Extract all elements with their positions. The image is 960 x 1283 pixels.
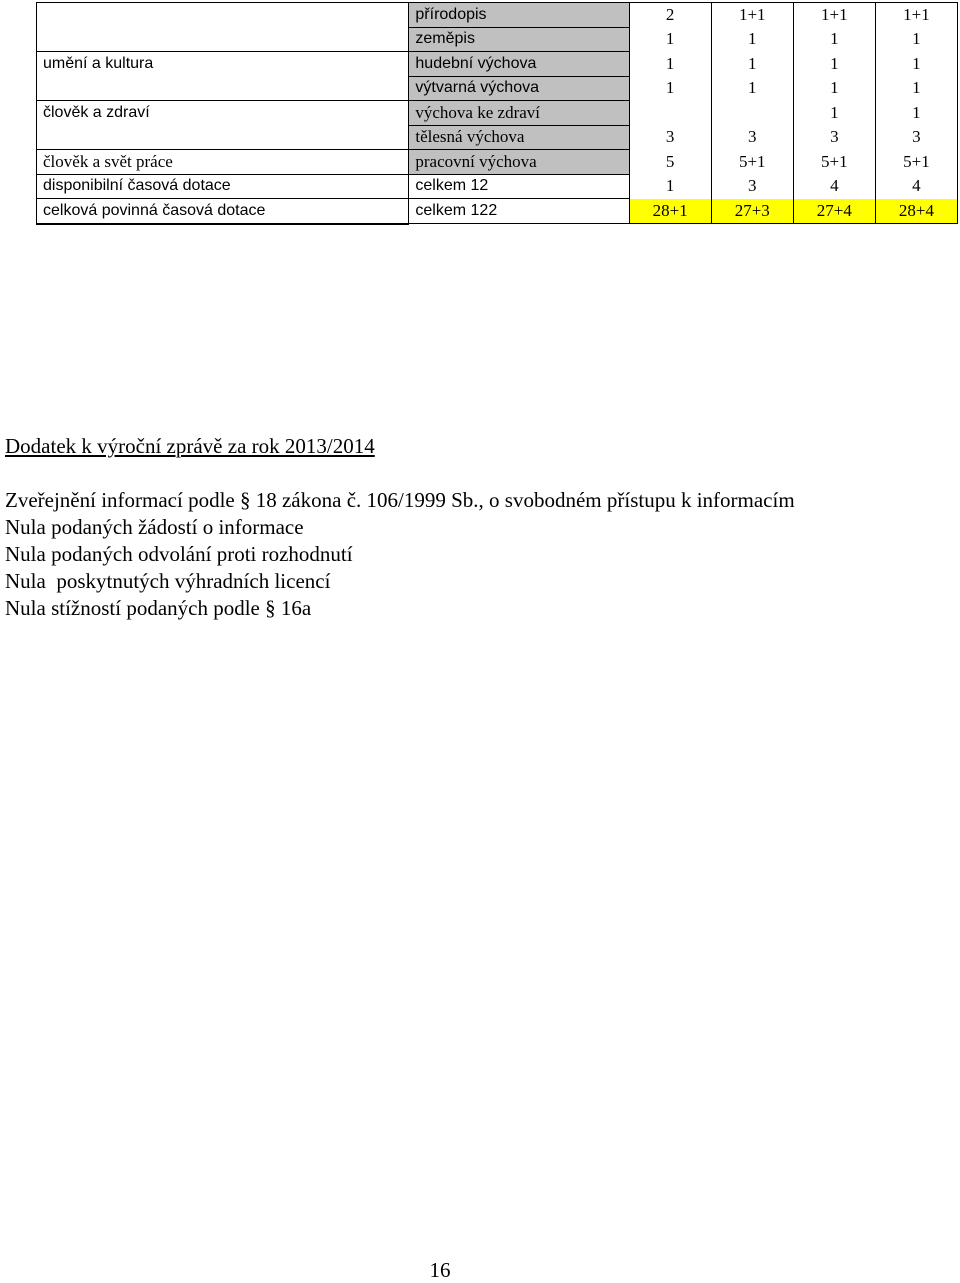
subject-cell: celkem 12 — [409, 174, 629, 199]
grade-value: 1 — [711, 52, 793, 77]
grade-value: 1+1 — [875, 3, 957, 28]
appendix-line: Nula poskytnutých výhradních licencí — [5, 569, 331, 593]
table-row — [37, 101, 958, 126]
grade-value: 1 — [629, 52, 711, 77]
area-cell — [37, 27, 409, 52]
table-row — [37, 125, 958, 150]
area-cell: člověk a svět práce — [37, 150, 409, 175]
area-cell: člověk a zdraví — [37, 101, 409, 126]
grade-value: 2 — [629, 3, 711, 28]
grade-value: 3 — [711, 174, 793, 199]
area-cell — [37, 125, 409, 150]
table-row — [37, 3, 958, 28]
appendix-line: Nula podaných odvolání proti rozhodnutí — [5, 542, 353, 566]
grade-value: 1+1 — [793, 3, 875, 28]
grade-value: 1 — [629, 27, 711, 52]
table-row — [37, 174, 958, 199]
grade-value: 1 — [793, 52, 875, 77]
appendix-line: Nula stížností podaných podle § 16a — [5, 596, 312, 620]
subject-cell: výchova ke zdraví — [409, 101, 629, 126]
subject-cell: tělesná výchova — [409, 125, 629, 150]
area-cell — [37, 76, 409, 101]
subject-cell: zeměpis — [409, 27, 629, 52]
grade-value: 1 — [793, 27, 875, 52]
grade-value: 5+1 — [793, 150, 875, 175]
table-row-total — [37, 199, 958, 224]
grade-value: 1 — [711, 76, 793, 101]
subject-cell: hudební výchova — [409, 52, 629, 77]
grade-value: 5+1 — [711, 150, 793, 175]
area-cell: disponibilní časová dotace — [37, 174, 409, 199]
table-row — [37, 52, 958, 77]
grade-value: 1 — [875, 76, 957, 101]
grade-value: 1 — [875, 101, 957, 126]
table-row — [37, 27, 958, 52]
grade-value: 1 — [875, 52, 957, 77]
area-cell: celková povinná časová dotace — [37, 199, 409, 224]
grade-value: 1 — [629, 76, 711, 101]
table-row — [37, 76, 958, 101]
appendix-line: Zveřejnění informací podle § 18 zákona č. 106/1999 Sb., o svobodném přístupu k informacím — [5, 488, 795, 512]
appendix-section — [5, 433, 795, 622]
grade-value — [711, 101, 793, 126]
total-value: 27+3 — [711, 199, 793, 224]
grade-value: 1 — [629, 174, 711, 199]
subject-cell: pracovní výchova — [409, 150, 629, 175]
grade-value: 3 — [711, 125, 793, 150]
appendix-heading: Dodatek k výroční zprávě za rok 2013/2014 — [5, 434, 375, 458]
subject-cell: celkem 122 — [409, 199, 629, 224]
grade-value: 5 — [629, 150, 711, 175]
appendix-line: Nula podaných žádostí o informace — [5, 515, 304, 539]
total-value: 28+4 — [875, 199, 957, 224]
total-value: 27+4 — [793, 199, 875, 224]
grade-value: 1 — [793, 101, 875, 126]
grade-value: 1 — [711, 27, 793, 52]
area-cell: umění a kultura — [37, 52, 409, 77]
table-row — [37, 150, 958, 175]
grade-value: 4 — [793, 174, 875, 199]
grade-value: 1 — [875, 27, 957, 52]
grade-value: 1+1 — [711, 3, 793, 28]
curriculum-table — [36, 2, 958, 225]
area-cell — [37, 3, 409, 28]
grade-value: 3 — [793, 125, 875, 150]
grade-value: 4 — [875, 174, 957, 199]
grade-value: 3 — [875, 125, 957, 150]
grade-value — [629, 101, 711, 126]
subject-cell: výtvarná výchova — [409, 76, 629, 101]
subject-cell: přírodopis — [409, 3, 629, 28]
grade-value: 1 — [793, 76, 875, 101]
grade-value: 5+1 — [875, 150, 957, 175]
grade-value: 3 — [629, 125, 711, 150]
total-value: 28+1 — [629, 199, 711, 224]
page-number: 16 — [429, 1258, 451, 1282]
